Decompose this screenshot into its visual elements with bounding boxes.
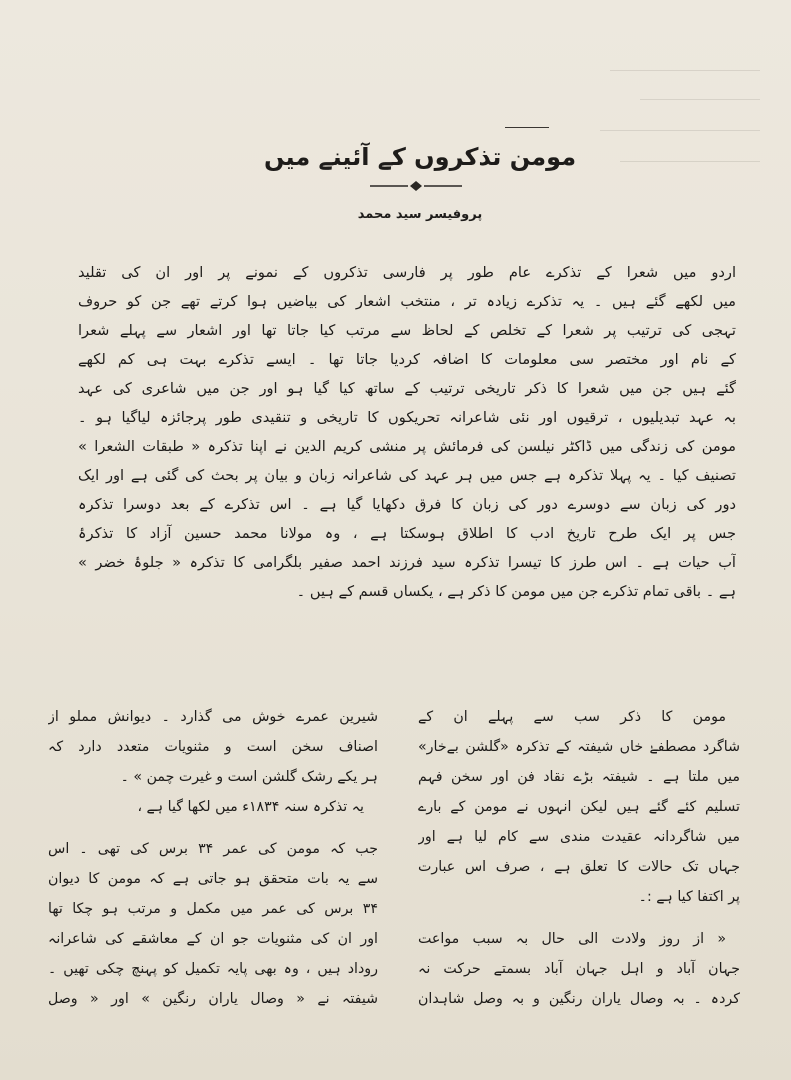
article-title: مومن تذکروں کے آئینے میں [263, 143, 577, 171]
left-column [48, 702, 378, 1014]
bleed-through-trace [610, 70, 760, 71]
text-line: تہجی کی ترتیب پر شعرا کے تخلص کے لحاظ سے مرتب کیا جاتا تھا اور اشعار سے پہلے شعرا [78, 322, 736, 339]
bleed-through-trace [640, 99, 760, 100]
text-line: گئے ہیں جن میں شعرا کا ذکر تاریخی ترتیب کے ساتھ کیا گیا ہو اور جن میں شاعری کی عہد [78, 380, 736, 397]
intro-paragraph [78, 258, 736, 606]
text-line: جہان آباد و اہل جہان آباد بسمتے حرکت نہ [418, 961, 740, 977]
bleed-through-trace [600, 130, 760, 131]
text-line: اصناف سخن است و مثنویات متعدد دارد کہ [48, 739, 378, 755]
text-line: تسلیم کئے گئے ہیں لیکن انہوں نے مومن کے بارے [418, 799, 740, 815]
paragraph-gap [418, 912, 740, 924]
text-line: میں لکھے گئے ہیں ۔ یہ تذکرے زیادہ تر ، منتخب اشعار کی بیاضیں ہوا کرتے تھے جن کو حروف [78, 293, 736, 310]
text-line: ہر یکے رشک گلشن است و غیرت چمن » ۔ [120, 769, 378, 785]
text-line: شیرین عمرے خوش می گذارد ۔ دیوانش مملو از [48, 709, 378, 725]
text-line: شاگرد مصطفےٰ خاں شیفتہ کے تذکرہ «گلشن بےخار» [418, 739, 740, 755]
text-line: ۳۴ برس کی عمر میں مکمل و مرتب ہو چکا تھا [48, 901, 378, 917]
text-line: دور کی زبان سے دوسرے دور کی زبان کا فرق دکھایا گیا ہے ۔ اس تذکرے کے بعد دوسرا تذکرہ [78, 496, 736, 513]
text-line: جس پر ایک طرح تاریخ ادب کا اطلاق ہوسکتا ہے ، وہ مولانا محمد حسین آزاد کا تذکرۂ [78, 525, 736, 542]
text-line: یہ تذکرہ سنہ ۱۸۳۴ء میں لکھا گیا ہے ، [137, 799, 364, 815]
text-line: میں ملتا ہے ۔ شیفتہ بڑے نقاد فن اور سخن فہم [418, 769, 740, 785]
right-column [418, 702, 740, 1014]
text-line: جہاں تک حالات کا تعلق ہے ، صرف اس عبارت [418, 859, 740, 875]
text-line: بہ عہد تبدیلیوں ، ترقیوں اور نئی شاعرانہ تحریکوں کا تاریخی و تنقیدی طور پرجائزہ لیاگیا ہو ۔ [78, 409, 736, 426]
article-author: پروفیسر سید محمد [357, 207, 483, 222]
text-line: آب حیات ہے ۔ اس طرز کا تیسرا تذکرہ سید فرزند احمد صفیر بلگرامی کا تذکرہ « جلوۂ خضر » [78, 554, 736, 571]
text-line: « از روز ولادت الی حال بہ سبب مواعت [418, 931, 726, 947]
text-line: شیفتہ نے « وصال یاران رنگین » اور « وصل [48, 991, 378, 1007]
text-line: اردو میں شعرا کے تذکرے عام طور پر فارسی تذکروں کے نمونے پر اور ان کی تقلید [78, 264, 736, 281]
paragraph-gap [48, 822, 378, 834]
text-line: اور ان کی مثنویات جو ان کے معاشقے کی شاعرانہ [48, 931, 378, 947]
text-line: کردہ ۔ بہ وصال یاران رنگین و بہ وصل شاہدان [418, 991, 740, 1007]
text-line: جب کہ مومن کی عمر ۳۴ برس کی تھی ۔ اس [48, 841, 378, 857]
text-line: سے یہ بات متحقق ہو جاتی ہے کہ مومن کا دیوان [48, 871, 378, 887]
text-line: میں شاگردانہ عقیدت مندی سے کام لیا ہے اور [418, 829, 740, 845]
text-line: تصنیف کیا ۔ یہ پہلا تذکرہ ہے جس میں ہر عہد کی شاعرانہ زبان و بیان پر بحث کی گئی ہے اور ایک [78, 467, 736, 484]
text-line: کے نام اور مختصر سی معلومات کا اضافہ کردیا جاتا تھا ۔ ایسے تذکرے بہت ہی کم لکھے [78, 351, 736, 368]
title-ornament [368, 180, 464, 192]
text-line: مومن کی زندگی میں ڈاکٹر نیلسن کی فرمائش پر منشی کریم الدین نے اپنا تذکرہ « طبقات الشعرا » [78, 438, 736, 455]
text-line: روداد ہیں ، وہ بھی پایہ تکمیل کو پہنچ چکی تھیں ۔ [48, 961, 378, 977]
text-line: مومن کا ذکر سب سے پہلے ان کے [418, 709, 726, 725]
text-line: پر اکتفا کیا ہے :۔ [638, 889, 740, 905]
text-line: ہے ۔ باقی تمام تذکرے جن میں مومن کا ذکر ہے ، یکساں قسم کے ہیں ۔ [296, 583, 736, 600]
header-rule [505, 127, 549, 128]
